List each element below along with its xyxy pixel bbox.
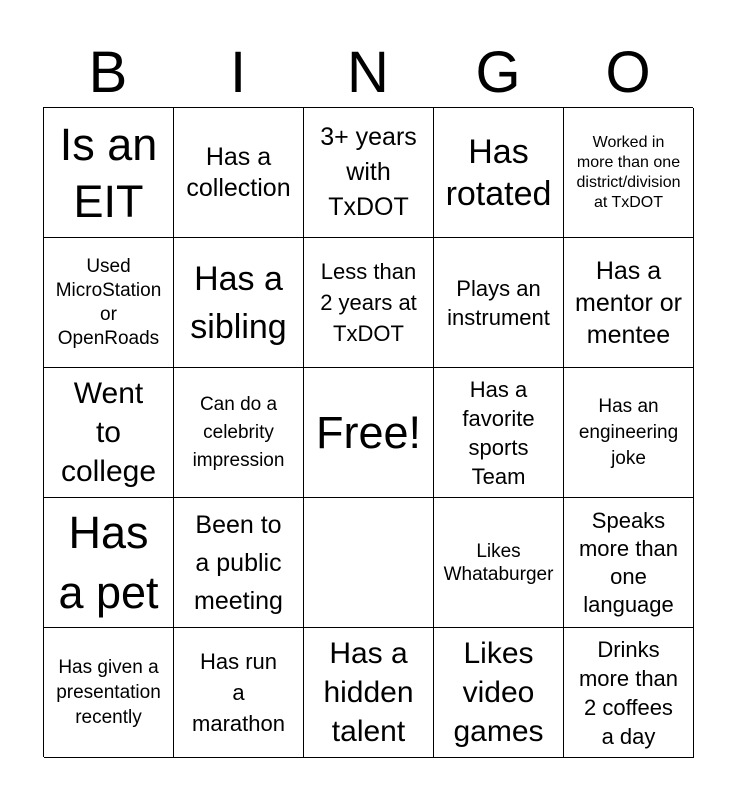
cell-text: Been to a public meeting (194, 510, 283, 615)
cell-text: Went to college (60, 377, 157, 488)
bingo-cell[interactable] (174, 368, 304, 498)
bingo-cell[interactable] (564, 368, 694, 498)
header-letter-b: B (88, 40, 128, 105)
cell-text: Has a mentor or mentee (575, 256, 682, 349)
bingo-cell[interactable] (564, 238, 694, 368)
cell-text: Has a favorite sports Team (462, 376, 535, 489)
cell-text: Has a hidden talent (323, 637, 414, 748)
bingo-cell[interactable] (174, 628, 304, 758)
cell-text: Is an EIT (59, 118, 158, 227)
bingo-cell[interactable] (44, 238, 174, 368)
cell-text: Has rotated (445, 132, 552, 213)
cell-text: Plays an instrument (447, 275, 550, 330)
cell-text: Used MicroStation or OpenRoads (55, 255, 162, 349)
cell-text: Has an engineering joke (578, 395, 679, 469)
bingo-cell[interactable] (44, 368, 174, 498)
cell-text: Likes Whataburger (443, 540, 554, 585)
cell-text: Likes video games (453, 637, 544, 748)
bingo-cell[interactable] (304, 238, 434, 368)
cell-text: Can do a celebrity impression (192, 393, 285, 471)
bingo-header (43, 38, 693, 108)
bingo-cell[interactable] (434, 108, 564, 238)
bingo-cell[interactable] (304, 108, 434, 238)
header-letter-n: N (347, 40, 389, 105)
cell-text: Has given a presentation recently (56, 657, 161, 728)
cell-text: Worked in more than one district/division at TxDOT (576, 133, 681, 211)
cell-text: Has a pet (58, 506, 159, 618)
cell-text: Speaks more than one language (578, 507, 679, 617)
bingo-cell[interactable] (434, 498, 564, 628)
cell-text: 3+ years with TxDOT (320, 123, 417, 221)
header-letter-i: I (229, 40, 247, 105)
bingo-cell[interactable] (434, 368, 564, 498)
bingo-cell[interactable] (44, 498, 174, 628)
cell-text: Has a sibling (190, 259, 287, 346)
bingo-cell[interactable] (174, 108, 304, 238)
cell-text: Free! (315, 407, 422, 458)
bingo-cell[interactable] (564, 108, 694, 238)
bingo-cell[interactable] (564, 498, 694, 628)
bingo-cell[interactable] (434, 238, 564, 368)
bingo-cell[interactable] (434, 628, 564, 758)
bingo-cell[interactable] (174, 498, 304, 628)
header-letter-o: O (605, 40, 651, 105)
bingo-cell[interactable] (564, 628, 694, 758)
cell-text: Has run a marathon (192, 649, 285, 736)
cell-text: Has a collection (186, 142, 291, 202)
bingo-cell[interactable] (174, 238, 304, 368)
bingo-board (43, 107, 693, 757)
bingo-cell[interactable] (304, 628, 434, 758)
cell-text: Drinks more than 2 coffees a day (578, 636, 679, 749)
bingo-cell[interactable] (44, 628, 174, 758)
bingo-cell-empty[interactable] (304, 498, 434, 628)
header-letter-g: G (475, 40, 521, 105)
bingo-cell[interactable] (44, 108, 174, 238)
cell-text: Less than 2 years at TxDOT (320, 259, 417, 346)
free-space[interactable] (304, 368, 434, 498)
